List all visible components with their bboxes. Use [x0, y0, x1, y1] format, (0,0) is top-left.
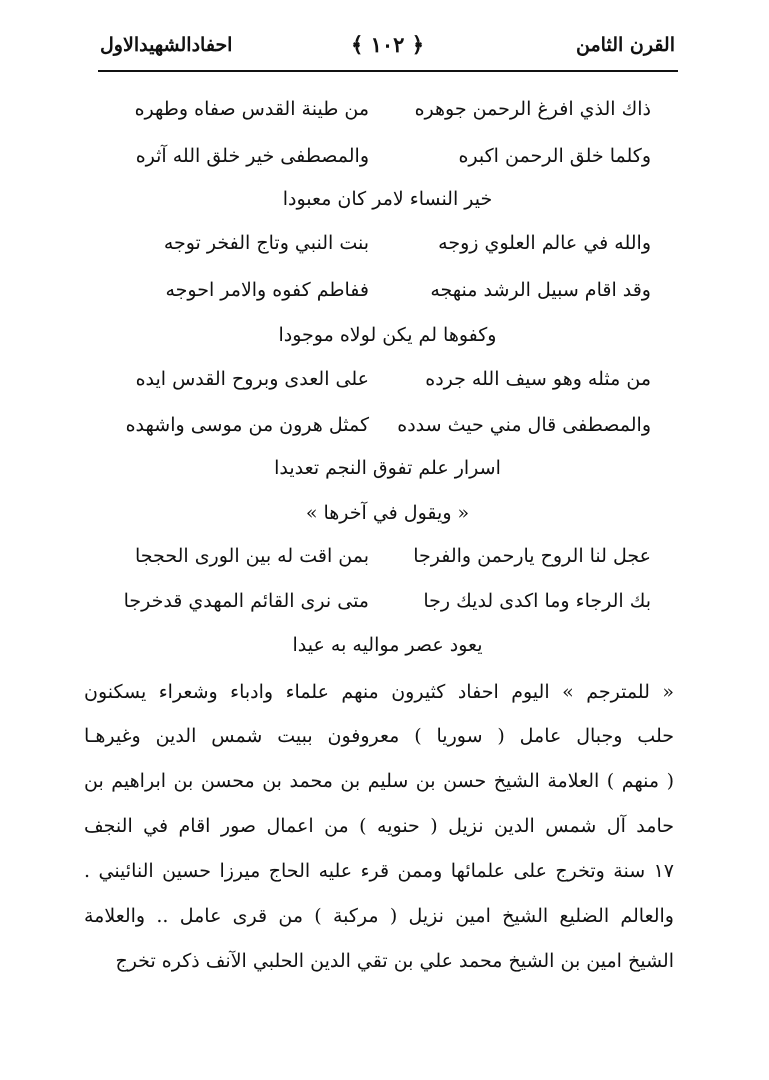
section-title: احفادالشهيدالاول [100, 34, 233, 56]
prose-line: حامد آل شمس الدين نزيل ( حنويه ) من اعمال صور اقام في النجف [84, 815, 674, 837]
verse-first-hemistich: والمصطفى قال مني حيث سدده [397, 414, 651, 436]
prose-line: حلب وجبال عامل ( سوريا ) معروفون ببيت شمس الدين وغيرهـا [84, 725, 674, 747]
century-title: القرن الثامن [576, 34, 675, 56]
header-rule [98, 70, 678, 72]
verse-first-hemistich: وكلما خلق الرحمن اكبره [458, 145, 651, 167]
verse-refrain: وكفوها لم يكن لولاه موجودا [278, 324, 497, 346]
prose-line: ( منهم ) العلامة الشيخ حسن بن سليم بن محمد بن محسن بن ابراهيم بن [84, 770, 674, 792]
verse-second-hemistich: بنت النبي وتاج الفخر توجه [163, 232, 369, 254]
verse-second-hemistich: بمن اقت له بين الورى الحججا [135, 545, 369, 567]
verse-first-hemistich: من مثله وهو سيف الله جرده [425, 368, 651, 390]
page-header [100, 28, 675, 68]
verse-refrain: يعود عصر مواليه به عيدا [292, 634, 483, 656]
verse-second-hemistich: على العدى وبروح القدس ايده [135, 368, 369, 390]
prose-line: « للمترجم » اليوم احفاد كثيرون منهم علماء وادباء وشعراء يسكنون [84, 681, 674, 703]
verse-second-hemistich: ففاطم كفوه والامر احوجه [165, 279, 369, 301]
verse-first-hemistich: ذاك الذي افرغ الرحمن جوهره [414, 98, 651, 120]
verse-second-hemistich: متى نرى القائم المهدي قدخرجا [123, 590, 369, 612]
verse-first-hemistich: والله في عالم العلوي زوجه [438, 232, 651, 254]
page-number: ﴿ ١٠٢ ﴾ [350, 32, 425, 57]
verse-first-hemistich: بك الرجاء وما اكدى لديك رجا [423, 590, 651, 612]
verse-refrain: اسرار علم تفوق النجم تعديدا [274, 457, 501, 479]
verse-first-hemistich: وقد اقام سبيل الرشد منهجه [430, 279, 651, 301]
section-note: « ويقول في آخرها » [305, 502, 470, 524]
verse-refrain: خير النساء لامر كان معبودا [282, 188, 493, 210]
prose-line: ١٧ سنة وتخرج على علمائها وممن قرء عليه الحاج ميرزا حسين النائيني . [84, 860, 674, 882]
prose-line: والعالم الضليع الشيخ امين نزيل ( مركبة ) من قرى عامل .. والعلامة [84, 905, 674, 927]
verse-first-hemistich: عجل لنا الروح يارحمن والفرجا [413, 545, 651, 567]
verse-second-hemistich: والمصطفى خير خلق الله آثره [135, 145, 369, 167]
verse-second-hemistich: من طينة القدس صفاه وطهره [134, 98, 369, 120]
prose-line: الشيخ امين بن الشيخ محمد علي بن تقي الدين الحلبي الآنف ذكره تخرج [115, 950, 674, 972]
verse-second-hemistich: كمثل هرون من موسى واشهده [125, 414, 369, 436]
